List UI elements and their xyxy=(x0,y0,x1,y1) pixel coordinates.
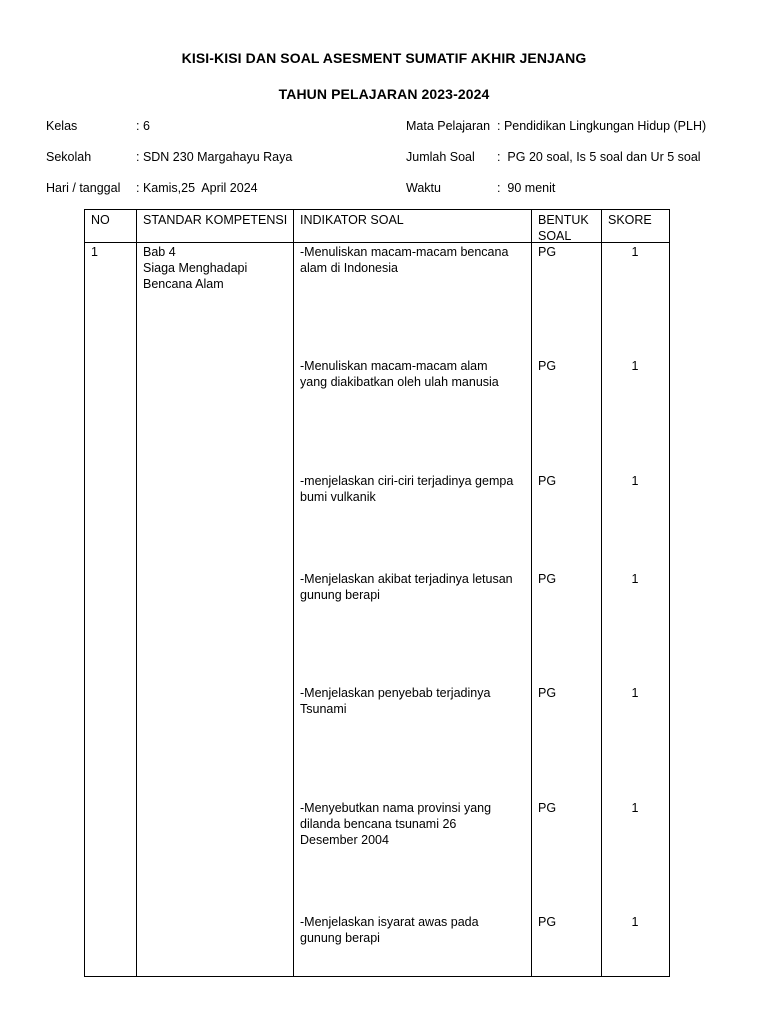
kelas-label: Kelas xyxy=(46,119,78,133)
jumlah-soal-value: : PG 20 soal, Is 5 soal dan Ur 5 soal xyxy=(497,150,701,164)
header-soal-line: SOAL xyxy=(538,229,572,243)
bentuk-soal-cell: PG xyxy=(538,359,557,373)
indikator-line: -Menuliskan macam-macam alam xyxy=(300,359,488,373)
kelas-value: : 6 xyxy=(136,119,150,133)
indikator-line: dilanda bencana tsunami 26 xyxy=(300,817,457,831)
indikator-soal-cell xyxy=(300,800,491,848)
bentuk-soal-cell: PG xyxy=(538,245,557,259)
skore-cell: 1 xyxy=(631,359,639,373)
indikator-line: gunung berapi xyxy=(300,588,380,602)
sk-line: Bab 4 xyxy=(143,245,176,259)
bentuk-soal-cell: PG xyxy=(538,915,557,929)
indikator-soal-cell xyxy=(300,914,479,946)
indikator-line: bumi vulkanik xyxy=(300,490,376,504)
skore-cell: 1 xyxy=(631,915,639,929)
indikator-line: yang diakibatkan oleh ulah manusia xyxy=(300,375,499,389)
jumlah-soal-label: Jumlah Soal xyxy=(406,150,475,164)
header-no: NO xyxy=(91,213,110,227)
indikator-line: alam di Indonesia xyxy=(300,261,398,275)
header-bentuk-line: BENTUK xyxy=(538,213,589,227)
header-bentuk-soal xyxy=(538,212,589,244)
bentuk-soal-cell: PG xyxy=(538,801,557,815)
row-number: 1 xyxy=(91,245,98,259)
indikator-soal-cell xyxy=(300,473,513,505)
bentuk-soal-cell: PG xyxy=(538,572,557,586)
header-indikator-soal: INDIKATOR SOAL xyxy=(300,213,404,227)
column-divider xyxy=(531,210,532,976)
indikator-line: Desember 2004 xyxy=(300,833,389,847)
waktu-value: : 90 menit xyxy=(497,181,556,195)
hari-tanggal-label: Hari / tanggal xyxy=(46,181,121,195)
document-subtitle: TAHUN PELAJARAN 2023-2024 xyxy=(278,86,490,102)
kisi-kisi-table xyxy=(84,209,670,977)
column-divider xyxy=(136,210,137,976)
header-standar-kompetensi: STANDAR KOMPETENSI xyxy=(143,213,288,227)
indikator-line: gunung berapi xyxy=(300,931,380,945)
sekolah-label: Sekolah xyxy=(46,150,92,164)
indikator-line: Tsunami xyxy=(300,702,347,716)
skore-cell: 1 xyxy=(631,801,639,815)
sekolah-value: : SDN 230 Margahayu Raya xyxy=(136,150,293,164)
indikator-soal-cell xyxy=(300,358,499,390)
skore-cell: 1 xyxy=(631,474,639,488)
header-skore: SKORE xyxy=(608,213,652,227)
skore-cell: 1 xyxy=(631,572,639,586)
indikator-soal-cell xyxy=(300,685,490,717)
document-title: KISI-KISI DAN SOAL ASESMENT SUMATIF AKHIR JENJANG xyxy=(181,50,587,66)
sk-line: Bencana Alam xyxy=(143,277,224,291)
hari-tanggal-value: : Kamis,25 April 2024 xyxy=(136,181,258,195)
standar-kompetensi-cell xyxy=(143,244,247,292)
column-divider xyxy=(293,210,294,976)
waktu-label: Waktu xyxy=(406,181,441,195)
indikator-line: -Menuliskan macam-macam bencana xyxy=(300,245,509,259)
indikator-line: -Menjelaskan akibat terjadinya letusan xyxy=(300,572,513,586)
indikator-line: -Menjelaskan isyarat awas pada xyxy=(300,915,479,929)
mata-pelajaran-label: Mata Pelajaran xyxy=(406,119,491,133)
skore-cell: 1 xyxy=(631,245,639,259)
indikator-line: -menjelaskan ciri-ciri terjadinya gempa xyxy=(300,474,514,488)
bentuk-soal-cell: PG xyxy=(538,686,557,700)
indikator-soal-cell xyxy=(300,244,508,276)
column-divider xyxy=(601,210,602,976)
skore-cell: 1 xyxy=(631,686,639,700)
mata-pelajaran-value: : Pendidikan Lingkungan Hidup (PLH) xyxy=(497,119,707,133)
indikator-line: -Menyebutkan nama provinsi yang xyxy=(300,801,492,815)
indikator-line: -Menjelaskan penyebab terjadinya xyxy=(300,686,491,700)
sk-line: Siaga Menghadapi xyxy=(143,261,248,275)
bentuk-soal-cell: PG xyxy=(538,474,557,488)
indikator-soal-cell xyxy=(300,571,513,603)
